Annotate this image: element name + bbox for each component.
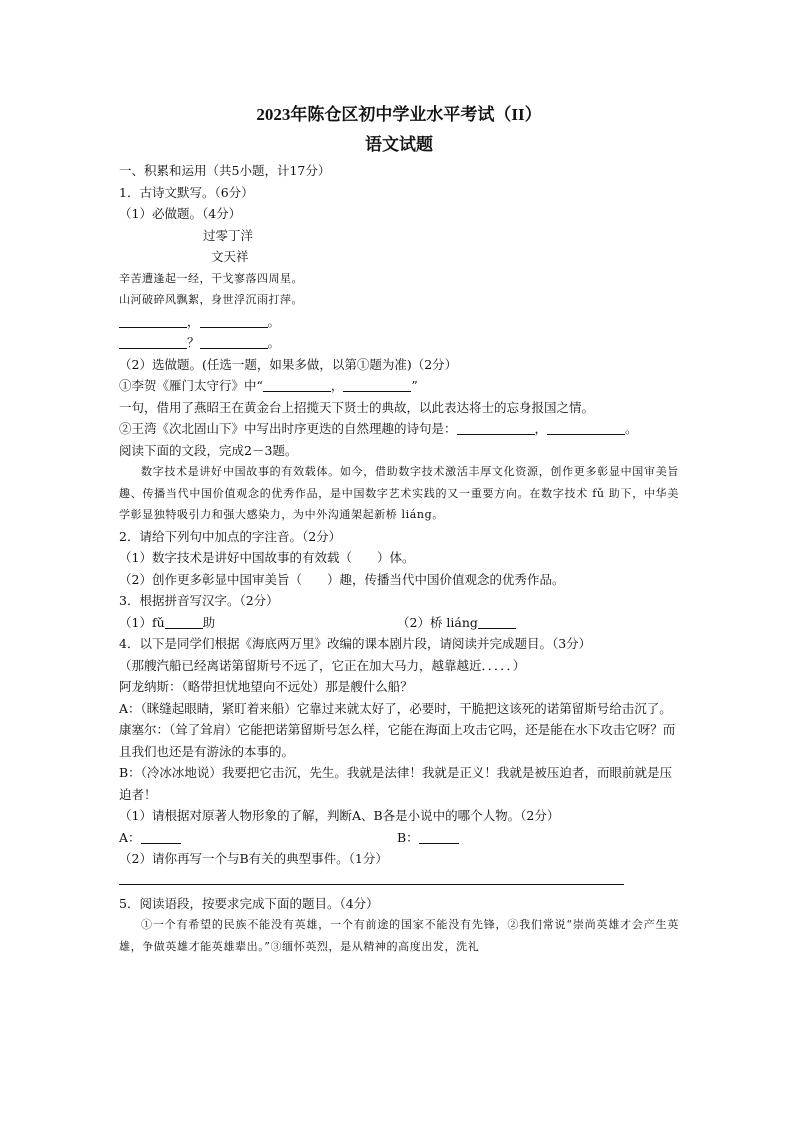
q1-option2 — [119, 418, 679, 440]
period-mark: 。 — [267, 335, 281, 350]
q4-dialogue-2: A：（眯缝起眼睛，紧盯着来船）它靠过来就太好了，必要时，干脆把这该死的诺第留斯号给击沉了。 — [119, 700, 672, 716]
q1-option1-explain: 一句，借用了燕昭王在黄金台上招揽天下贤士的典故，以此表达将士的忘身报国之情。 — [119, 399, 595, 415]
q3-items — [119, 612, 679, 634]
answer-blank[interactable] — [343, 377, 411, 392]
comma-mark: ， — [534, 421, 548, 436]
q4-stem: 4．以下是同学们根据《海底两万里》改编的课本剧片段，请阅读并完成题目。（3分） — [119, 636, 592, 651]
answer-blank[interactable] — [119, 313, 187, 328]
q3-item-1 — [119, 612, 397, 634]
poem-line-1: 辛苦遭逢起一经，干戈寥落四周星。 — [119, 271, 303, 285]
comma-mark: ， — [187, 313, 200, 329]
period-mark: 。 — [267, 313, 281, 329]
reading-intro: 阅读下面的文段，完成2－3题。 — [119, 442, 298, 458]
q1-option1 — [119, 375, 679, 397]
q3-stem: 3．根据拼音写汉字。（2分） — [119, 593, 279, 608]
q4-dialogue-1: 阿龙纳斯：（略带担忧地望向不远处）那是艘什么船？ — [119, 679, 413, 694]
answer-line-2 — [119, 332, 679, 354]
section-heading: 一、积累和运用（共5小题，计17分） — [119, 163, 331, 178]
q4-answer-a — [119, 827, 397, 849]
q4-answer-ab — [119, 827, 679, 849]
answer-line-1 — [119, 311, 679, 333]
exam-title: 2023年陈仓区初中学业水平考试（II） — [256, 105, 542, 124]
q4-sub-2: （2）请你再写一个与B有关的典型事件。（1分） — [119, 851, 388, 866]
answer-long-line[interactable] — [119, 870, 624, 885]
poem-title: 过零丁洋 — [203, 227, 254, 243]
answer-blank[interactable] — [419, 829, 459, 844]
q5-stem: 5．阅读语段，按要求完成下面的题目。（4分） — [119, 895, 379, 911]
q5-passage: ①一个有希望的民族不能没有英雄，一个有前途的国家不能没有先锋，②我们常说“崇尚英雄才会产生英雄，争做英雄才能英雄辈出。”③缅怀英烈，是从精神的高度出发，洗礼 — [119, 918, 679, 953]
q4-dialogue-3: 康塞尔：（耸了耸肩）它能把诺第留斯号怎么样，它能在海面上攻击它吗，还是能在水下攻击它呀？而且我们也还是有游泳的本事的。 — [119, 722, 676, 759]
q3-item-2-prefix: （2）桥 liáng — [397, 614, 478, 630]
q1-part2: （2）选做题。(任选一题，如果多做，以第①题为准)（2分） — [119, 356, 458, 372]
answer-blank[interactable] — [547, 420, 625, 435]
q2-item-2: （2）创作更多彰显中国审美旨（ ）趣，传播当代中国价值观念的优秀作品。 — [119, 571, 565, 587]
comma-mark: ， — [330, 378, 344, 393]
label-a: A： — [119, 829, 141, 845]
q1-stem: 1．古诗文默写。（6分） — [119, 184, 254, 200]
q4-answer-b — [397, 827, 459, 849]
poem-line-2: 山河破碎风飘絮，身世浮沉雨打萍。 — [119, 293, 303, 306]
option1-lead: ①李贺《雁门太守行》中“ — [119, 378, 263, 393]
exam-content — [119, 96, 679, 957]
answer-blank[interactable] — [200, 313, 268, 328]
answer-blank[interactable] — [457, 420, 535, 435]
q2-stem: 2．请给下列句中加点的字注音。（2分） — [119, 528, 342, 544]
q4-sub-1: （1）请根据对原著人物形象的了解，判断A、B各是小说中的哪个人物。（2分） — [119, 808, 560, 823]
q2-item-1: （1）数字技术是讲好中国故事的有效载（ ）体。 — [119, 550, 415, 565]
answer-blank[interactable] — [141, 829, 181, 844]
option2-lead: ②王湾《次北固山下》中写出时序更迭的自然理趣的诗句是： — [119, 421, 457, 436]
answer-blank[interactable] — [263, 377, 331, 392]
q4-dialogue-4: B：（冷冰冰地说）我要把它击沉，先生。我就是法律！我就是正义！我就是被压迫者，而眼前就是压迫者！ — [119, 765, 672, 802]
q3-item-1-prefix: （1）fǔ — [119, 614, 165, 630]
q4-stage-direction: （那艘汽船已经离诺第留斯号不远了，它正在加大马力，越靠越近．．．．．） — [119, 657, 526, 673]
answer-blank[interactable] — [200, 334, 268, 349]
period-mark: 。 — [625, 421, 638, 436]
q1-part1: （1）必做题。（4分） — [119, 206, 242, 221]
close-quote: ” — [411, 378, 418, 393]
answer-blank[interactable] — [119, 334, 187, 349]
label-b: B： — [397, 829, 419, 845]
reading-passage: 数字技术是讲好中国故事的有效载体。如今，借助数字技术激活丰厚文化资源，创作更多彰显中国审美旨趣、传播当代中国价值观念的优秀作品，是中国数字艺术实践的又一重要方向。在数字技术 fǔ 助下，中华美学彰显独特吸引力和强大感染力，为中外沟通架起新桥 liáng。 — [119, 465, 679, 521]
answer-blank[interactable] — [165, 614, 203, 629]
q3-item-1-suffix: 助 — [202, 614, 216, 630]
answer-blank[interactable] — [478, 614, 516, 629]
exam-subtitle: 语文试题 — [365, 135, 433, 155]
q3-item-2 — [397, 612, 516, 634]
poem-author: 文天祥 — [211, 249, 249, 264]
question-mark: ？ — [187, 335, 200, 350]
